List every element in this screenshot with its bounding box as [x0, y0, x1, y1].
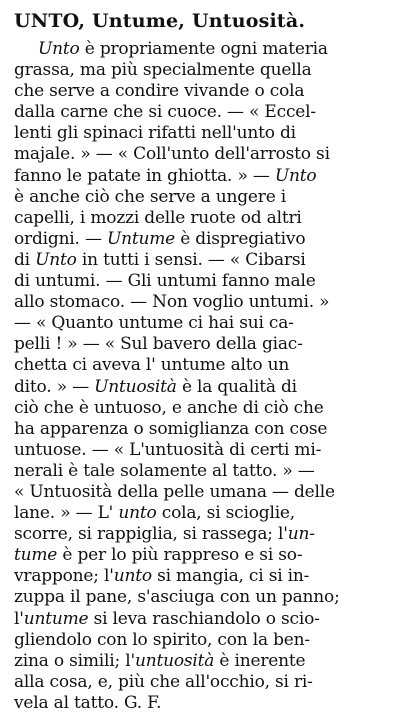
text-run: — « Quanto untume ci hai sui ca- [14, 313, 294, 334]
italic-term: Unto [38, 39, 80, 59]
text-run: gliendolo con lo spirito, con la ben- [14, 629, 310, 650]
text-line [14, 630, 404, 651]
italic-term: unto [113, 566, 152, 587]
text-line [14, 39, 404, 60]
text-line [14, 503, 404, 524]
text-run: è per lo più rappreso e si so- [57, 545, 303, 566]
text-run: di untumi. — Gli untumi fanno male [14, 271, 316, 292]
text-run: chetta ci aveva l' untume alto un [14, 355, 290, 376]
text-run: zina o simili; l' [14, 650, 135, 671]
text-run: è la qualità di [176, 376, 297, 397]
text-run: si leva raschiandolo o scio- [88, 608, 320, 629]
text-run: che serve a condire vivande o cola [14, 81, 305, 102]
text-line [14, 208, 404, 229]
text-line [14, 398, 404, 419]
text-run: lane. » — L' [14, 503, 119, 524]
italic-term: tume [14, 545, 58, 566]
text-run: grassa, ma più specialmente quella [14, 60, 312, 81]
text-run: in tutti i sensi. — « Cibarsi [76, 249, 306, 270]
text-run: è inerente [214, 650, 306, 671]
text-run: cola, si scioglie, [156, 503, 295, 524]
text-run: « Untuosità della pelle umana — delle [14, 481, 335, 502]
text-line [14, 693, 404, 714]
text-run: allo stomaco. — Non voglio untumi. » [14, 292, 330, 313]
text-line [14, 144, 404, 165]
text-run: fanno le patate in ghiotta. » — [14, 165, 275, 186]
text-run: zuppa il pane, s'asciuga con un panno; [14, 587, 340, 608]
text-run: pelli ! » — « Sul bavero della giac- [14, 334, 303, 355]
italic-term: untuosità [134, 650, 215, 671]
text-run: dito. » — [14, 376, 95, 397]
text-line [14, 250, 404, 271]
text-line [14, 440, 404, 461]
text-line [14, 672, 404, 693]
text-line [14, 166, 404, 187]
italic-term: untume [23, 608, 89, 629]
italic-term: Unto [35, 249, 77, 270]
text-line [14, 482, 404, 503]
text-run: capelli, i mozzi delle ruote od altri [14, 207, 302, 228]
text-run: l' [14, 608, 24, 629]
text-run: vrappone; l' [14, 566, 114, 587]
text-line [14, 271, 404, 292]
text-line [14, 461, 404, 482]
italic-term: un- [287, 524, 315, 545]
text-run: ciò che è untuoso, e anche di ciò che [14, 397, 324, 418]
text-run: è propriamente ogni materia [79, 39, 328, 59]
text-run: majale. » — « Coll'unto dell'arrosto si [14, 144, 330, 165]
text-line [14, 566, 404, 587]
text-run: dalla carne che si cuoce. — « Eccel- [14, 102, 316, 123]
entry-title: UNTO, Untume, Untuosità. [14, 10, 306, 32]
text-run: untuose. — « L'untuosità di certi mi- [14, 439, 322, 460]
text-line [14, 609, 404, 630]
text-line [14, 334, 404, 355]
italic-term: unto [118, 503, 157, 524]
text-line [14, 587, 404, 608]
text-line [14, 292, 404, 313]
text-run: ordigni. — [14, 228, 107, 249]
italic-term: Untuosità [94, 376, 177, 397]
text-line [14, 651, 404, 672]
italic-term: Unto [274, 165, 317, 186]
text-line [14, 545, 404, 566]
text-line [14, 187, 404, 208]
text-line [14, 377, 404, 398]
text-run: è anche ciò che serve a ungere i [14, 186, 286, 207]
text-line [14, 419, 404, 440]
italic-term: Untume [106, 228, 176, 249]
text-run: alla cosa, e, più che all'occhio, si ri- [14, 671, 313, 692]
text-run: vela al tatto. G. F. [14, 692, 162, 713]
text-line [14, 229, 404, 250]
text-line [14, 60, 404, 81]
text-run: scorre, si rappiglia, si rassega; l' [14, 524, 288, 545]
text-run: di [14, 249, 36, 270]
text-line [14, 123, 404, 144]
text-run: ha apparenza o somiglianza con cose [14, 418, 328, 439]
text-line [14, 102, 404, 123]
text-run: è dispregiativo [175, 228, 306, 249]
text-run: si mangia, ci si in- [151, 566, 310, 587]
entry-body [14, 39, 404, 714]
text-run: nerali è tale solamente al tatto. » — [14, 460, 315, 481]
text-run: lenti gli spinaci rifatti nell'unto di [14, 123, 296, 144]
text-line [14, 313, 404, 334]
text-line [14, 524, 404, 545]
text-line [14, 81, 404, 102]
text-line [14, 355, 404, 376]
